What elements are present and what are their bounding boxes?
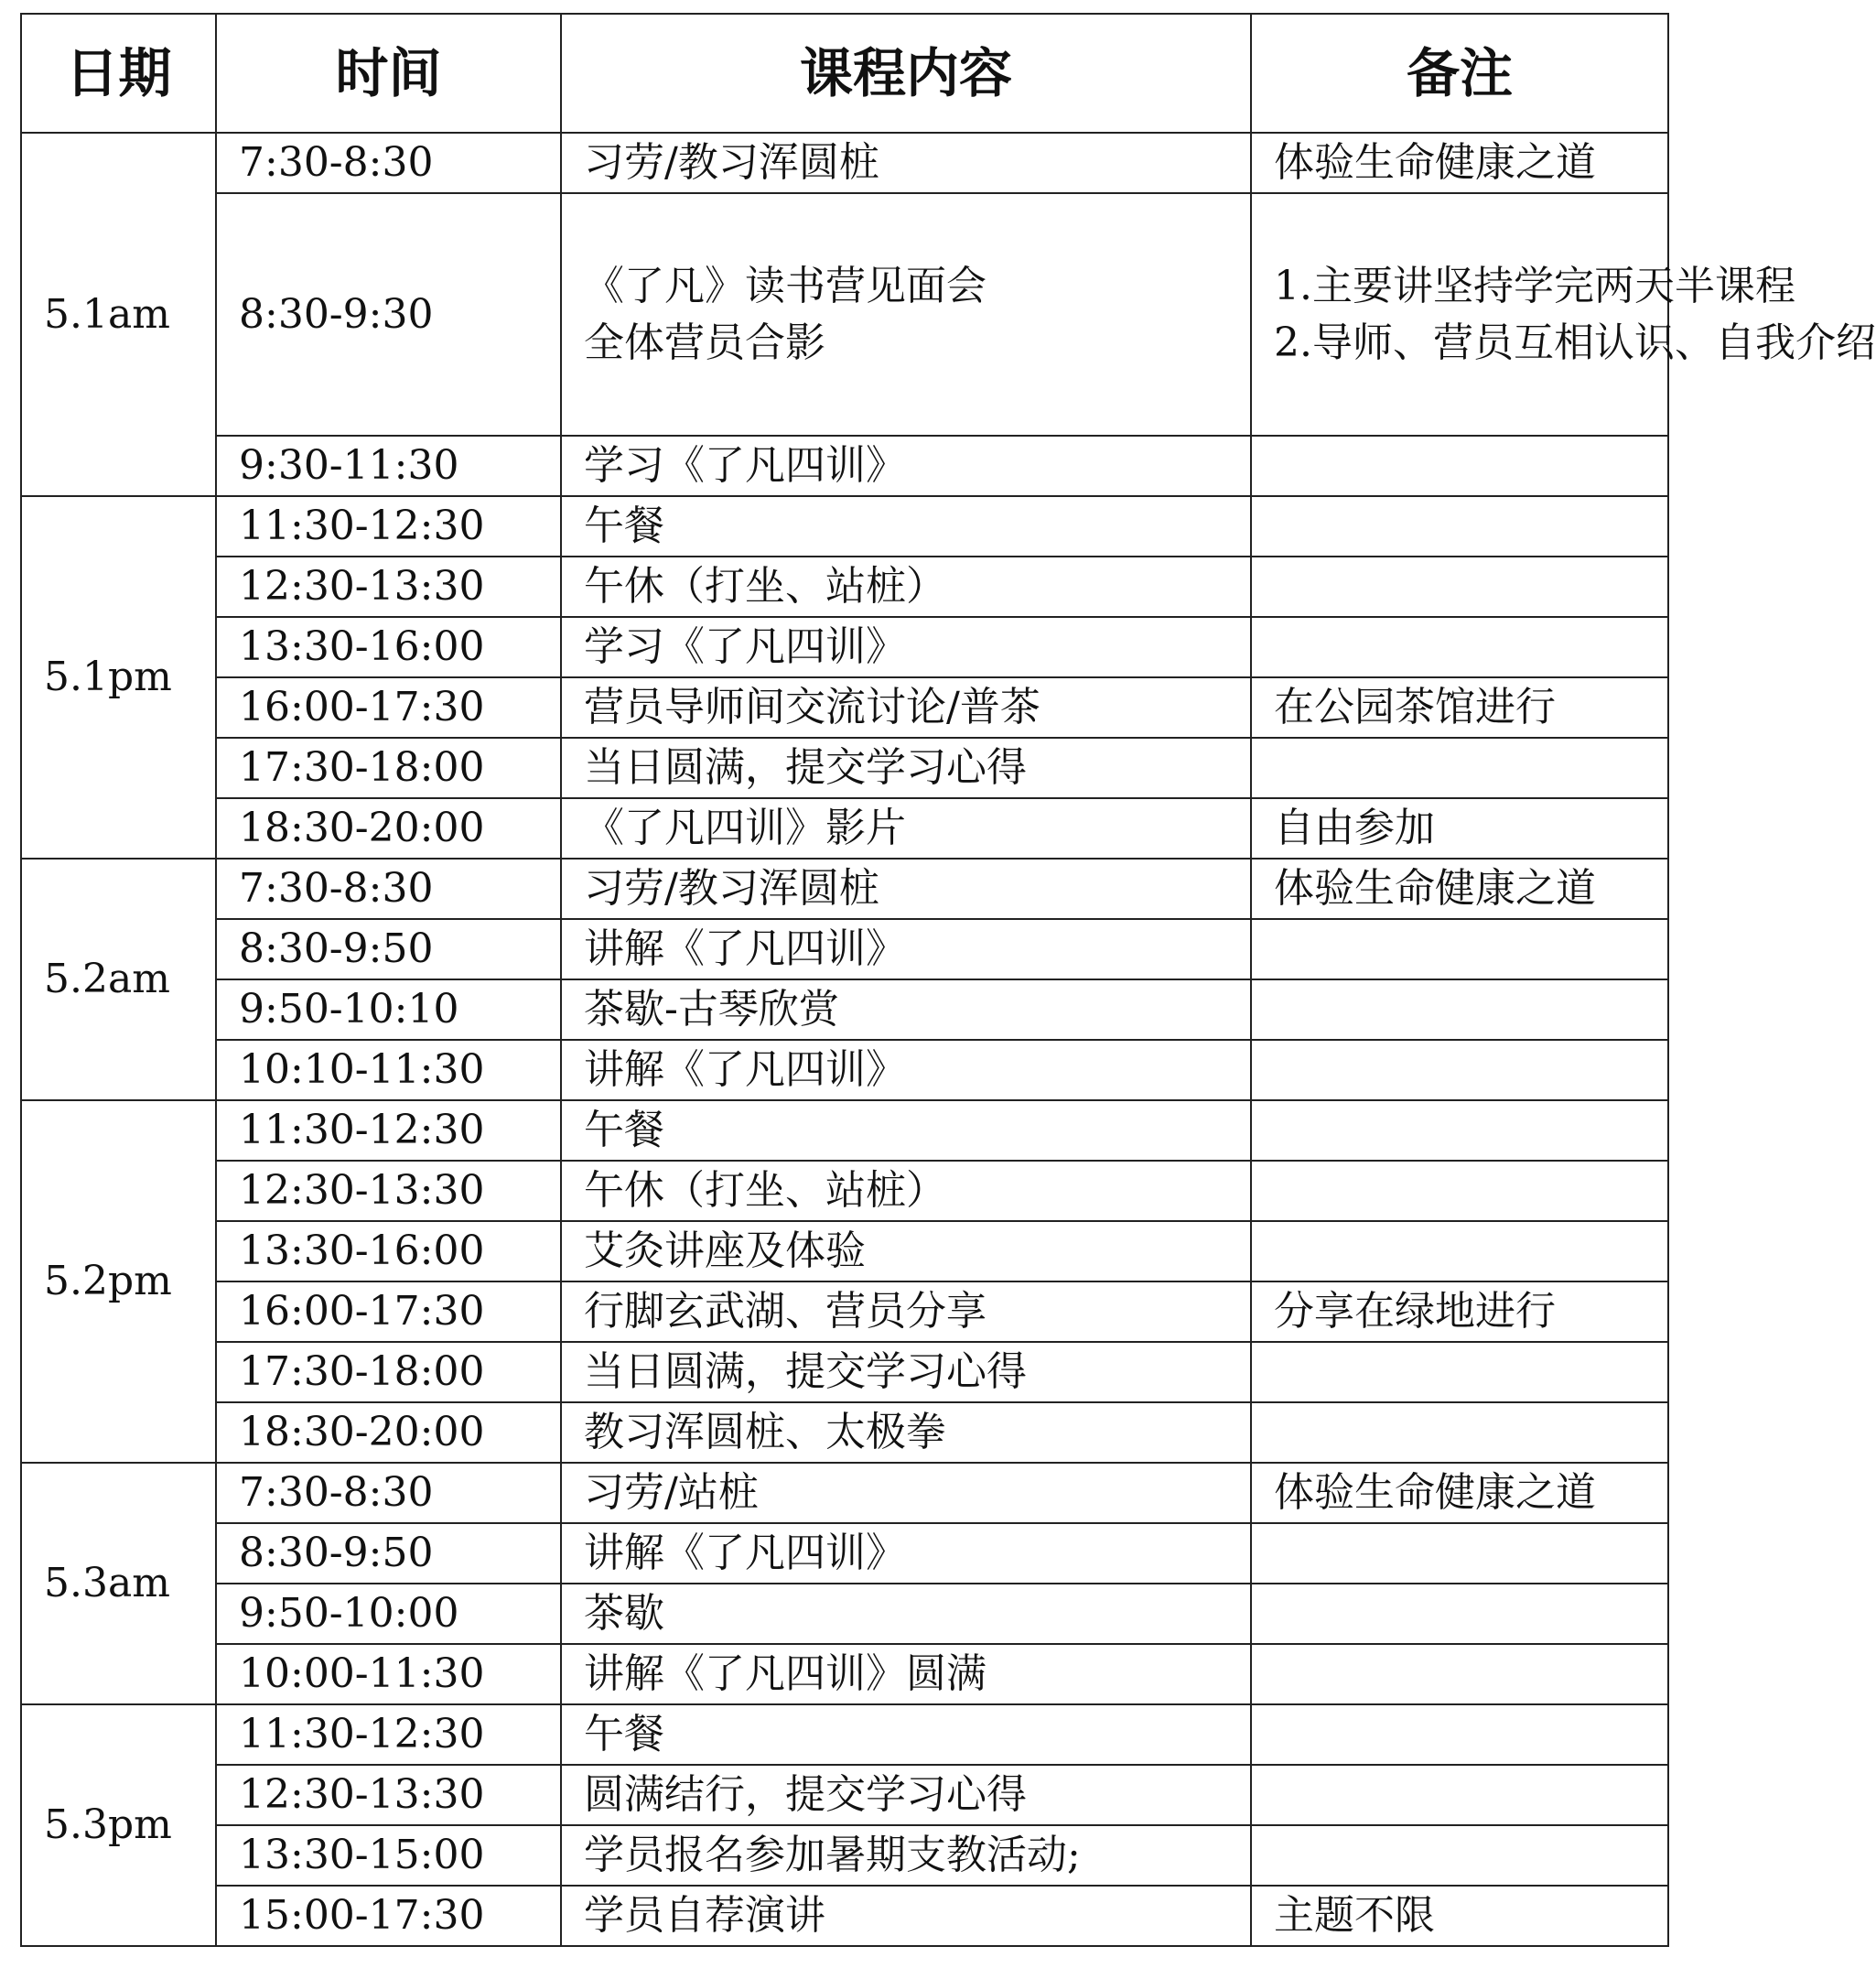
content-cell: 习劳/教习浑圆桩 (561, 859, 1251, 919)
note-line: 1.主要讲坚持学完两天半课程 (1274, 262, 1795, 309)
content-cell: 学习《了凡四训》 (561, 617, 1251, 677)
content-cell: 学员报名参加暑期支教活动; (561, 1825, 1251, 1886)
table-row (21, 436, 1668, 496)
time-cell: 15:00-17:30 (216, 1886, 561, 1946)
table-row (21, 133, 1668, 193)
time-cell: 12:30-13:30 (216, 1765, 561, 1825)
table-row (21, 1281, 1668, 1342)
header-time: 时间 (216, 14, 561, 133)
table-row (21, 1886, 1668, 1946)
time-cell: 7:30-8:30 (216, 133, 561, 193)
note-cell: 体验生命健康之道 (1251, 859, 1668, 919)
note-cell (1251, 1765, 1668, 1825)
note-cell (1251, 1644, 1668, 1704)
content-cell: 午餐 (561, 1100, 1251, 1161)
date-cell: 5.2pm (21, 1100, 216, 1463)
table-row (21, 1523, 1668, 1584)
time-cell: 7:30-8:30 (216, 859, 561, 919)
content-cell: 茶歇-古琴欣赏 (561, 979, 1251, 1040)
time-cell: 13:30-16:00 (216, 1221, 561, 1281)
table-row (21, 1221, 1668, 1281)
table-row (21, 919, 1668, 979)
note-cell: 在公园茶馆进行 (1251, 677, 1668, 738)
time-cell: 10:10-11:30 (216, 1040, 561, 1100)
content-cell: 营员导师间交流讨论/普茶 (561, 677, 1251, 738)
note-cell (1251, 436, 1668, 496)
time-cell: 8:30-9:50 (216, 1523, 561, 1584)
table-row (21, 1765, 1668, 1825)
note-cell (1251, 1342, 1668, 1402)
content-cell: 习劳/站桩 (561, 1463, 1251, 1523)
table-row (21, 1100, 1668, 1161)
time-cell: 11:30-12:30 (216, 1100, 561, 1161)
header-content: 课程内容 (561, 14, 1251, 133)
content-cell: 茶歇 (561, 1584, 1251, 1644)
time-cell: 8:30-9:50 (216, 919, 561, 979)
table-row (21, 1584, 1668, 1644)
note-cell (1251, 557, 1668, 617)
header-notes: 备注 (1251, 14, 1668, 133)
note-cell: 体验生命健康之道 (1251, 1463, 1668, 1523)
time-cell: 11:30-12:30 (216, 496, 561, 557)
note-cell (1251, 1584, 1668, 1644)
table-row (21, 1040, 1668, 1100)
note-cell (1251, 919, 1668, 979)
content-cell: 当日圆满，提交学习心得 (561, 738, 1251, 798)
table-row (21, 1463, 1668, 1523)
time-cell: 13:30-15:00 (216, 1825, 561, 1886)
time-cell: 7:30-8:30 (216, 1463, 561, 1523)
table-row (21, 1342, 1668, 1402)
note-cell (1251, 1825, 1668, 1886)
content-line: 全体营员合影 (584, 319, 825, 366)
note-line: 2.导师、营员互相认识、自我介绍 (1274, 319, 1876, 366)
time-cell: 9:30-11:30 (216, 436, 561, 496)
schedule-body (21, 133, 1876, 1946)
note-cell (1251, 1161, 1668, 1221)
time-cell: 10:00-11:30 (216, 1644, 561, 1704)
time-cell: 9:50-10:00 (216, 1584, 561, 1644)
note-cell (1251, 1040, 1668, 1100)
content-cell: 艾灸讲座及体验 (561, 1221, 1251, 1281)
content-cell: 讲解《了凡四训》 (561, 1040, 1251, 1100)
note-cell (1251, 496, 1668, 557)
date-cell: 5.3am (21, 1463, 216, 1704)
table-row (21, 1402, 1668, 1463)
date-cell: 5.1pm (21, 496, 216, 859)
time-cell: 16:00-17:30 (216, 677, 561, 738)
date-cell: 5.2am (21, 859, 216, 1100)
time-cell: 8:30-9:30 (216, 193, 561, 436)
note-cell (1251, 617, 1668, 677)
note-cell (1251, 738, 1668, 798)
note-cell (1251, 979, 1668, 1040)
table-row (21, 1161, 1668, 1221)
content-cell: 讲解《了凡四训》 (561, 919, 1251, 979)
content-cell (561, 193, 1251, 436)
table-row (21, 677, 1668, 738)
date-cell: 5.1am (21, 133, 216, 496)
content-cell: 午餐 (561, 1704, 1251, 1765)
note-cell (1251, 1402, 1668, 1463)
note-cell (1251, 1100, 1668, 1161)
time-cell: 18:30-20:00 (216, 798, 561, 859)
table-row (21, 617, 1668, 677)
table-row (21, 798, 1668, 859)
table-row (21, 979, 1668, 1040)
time-cell: 13:30-16:00 (216, 617, 561, 677)
table-row (21, 859, 1668, 919)
note-cell (1251, 1523, 1668, 1584)
content-cell: 行脚玄武湖、营员分享 (561, 1281, 1251, 1342)
schedule-table (20, 13, 1876, 1947)
time-cell: 12:30-13:30 (216, 557, 561, 617)
table-row (21, 738, 1668, 798)
time-cell: 17:30-18:00 (216, 1342, 561, 1402)
content-cell: 教习浑圆桩、太极拳 (561, 1402, 1251, 1463)
note-cell: 分享在绿地进行 (1251, 1281, 1668, 1342)
table-row (21, 1825, 1668, 1886)
content-cell: 习劳/教习浑圆桩 (561, 133, 1251, 193)
note-cell (1251, 193, 1876, 436)
header-row (21, 14, 1668, 133)
time-cell: 17:30-18:00 (216, 738, 561, 798)
note-cell: 体验生命健康之道 (1251, 133, 1668, 193)
content-line: 《了凡》读书营见面会 (584, 262, 987, 309)
content-cell: 《了凡四训》影片 (561, 798, 1251, 859)
time-cell: 9:50-10:10 (216, 979, 561, 1040)
table-row (21, 496, 1668, 557)
table-row (21, 193, 1668, 436)
note-cell (1251, 1704, 1668, 1765)
note-cell: 自由参加 (1251, 798, 1668, 859)
date-cell: 5.3pm (21, 1704, 216, 1946)
content-cell: 午休（打坐、站桩） (561, 1161, 1251, 1221)
note-cell (1251, 1221, 1668, 1281)
table-row (21, 1704, 1668, 1765)
table-row (21, 557, 1668, 617)
content-cell: 当日圆满，提交学习心得 (561, 1342, 1251, 1402)
content-cell: 讲解《了凡四训》 (561, 1523, 1251, 1584)
content-cell: 学员自荐演讲 (561, 1886, 1251, 1946)
time-cell: 18:30-20:00 (216, 1402, 561, 1463)
content-cell: 圆满结行，提交学习心得 (561, 1765, 1251, 1825)
table-row (21, 1644, 1668, 1704)
content-cell: 讲解《了凡四训》圆满 (561, 1644, 1251, 1704)
note-cell: 主题不限 (1251, 1886, 1668, 1946)
content-cell: 学习《了凡四训》 (561, 436, 1251, 496)
content-cell: 午休（打坐、站桩） (561, 557, 1251, 617)
time-cell: 11:30-12:30 (216, 1704, 561, 1765)
header-date: 日期 (21, 14, 216, 133)
time-cell: 16:00-17:30 (216, 1281, 561, 1342)
time-cell: 12:30-13:30 (216, 1161, 561, 1221)
content-cell: 午餐 (561, 496, 1251, 557)
